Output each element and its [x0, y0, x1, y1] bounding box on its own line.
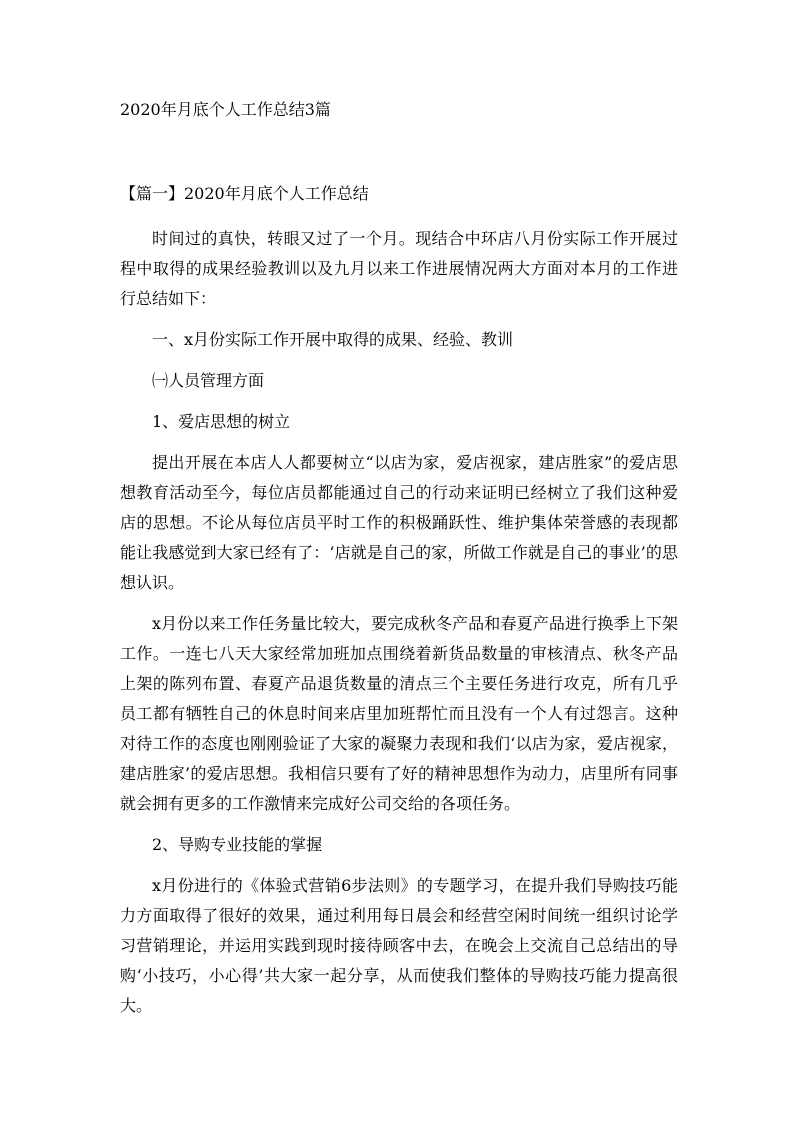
heading-sales-skills: 2、导购专业技能的掌握 — [152, 835, 323, 854]
section-heading: 【篇一】2020年月底个人工作总结 — [120, 184, 369, 203]
heading-love-store: 1、爱店思想的树立 — [152, 412, 291, 431]
document-title: 2020年月底个人工作总结3篇 — [120, 100, 331, 119]
document-body — [120, 224, 678, 1021]
paragraph-sales-skills: x月份进行的《体验式营销6步法则》的专题学习，在提升我们导购技巧能力方面取得了很好的效果，通过利用每日晨会和经营空闲时间统一组织讨论学习营销理论，并运用实践到现时接待顾客中去，在晚会上交流自己总结出的导购‘小技巧，小心得’共大家一起分享，从而使我们整体的导购技巧能力提高很大。 — [120, 876, 678, 1015]
heading-personnel: ㈠人员管理方面 — [152, 371, 265, 390]
paragraph-intro: 时间过的真快，转眼又过了一个月。现结合中环店八月份实际工作开展过程中取得的成果经验教训以及九月以来工作进展情况两大方面对本月的工作进行总结如下： — [120, 229, 678, 308]
paragraph-workload: x月份以来工作任务量比较大，要完成秋冬产品和春夏产品进行换季上下架工作。一连七八天大家经常加班加点围绕着新货品数量的审核清点、秋冬产品上架的陈列布置、春夏产品退货数量的清点三个主要任务进行攻克，所有几乎员工都有牺牲自己的休息时间来店里加班帮忙而且没有一个人有过怨言。这种对待工作的态度也刚刚验证了大家的凝聚力表现和我们‘以店为家，爱店视家，建店胜家’的爱店思想。我相信只要有了好的精神思想作为动力，店里所有同事就会拥有更多的工作激情来完成好公司交给的各项任务。 — [120, 614, 678, 813]
paragraph-love-store: 提出开展在本店人人都要树立“以店为家，爱店视家，建店胜家”的爱店思想教育活动至今，每位店员都能通过自己的行动来证明已经树立了我们这种爱店的思想。不论从每位店员平时工作的积极踊跃性、维护集体荣誉感的表现都能让我感觉到大家已经有了：‘店就是自己的家，所做工作就是自己的事业’的思想认识。 — [120, 453, 678, 592]
heading-part-one: 一、x月份实际工作开展中取得的成果、经验、教训 — [152, 330, 514, 349]
